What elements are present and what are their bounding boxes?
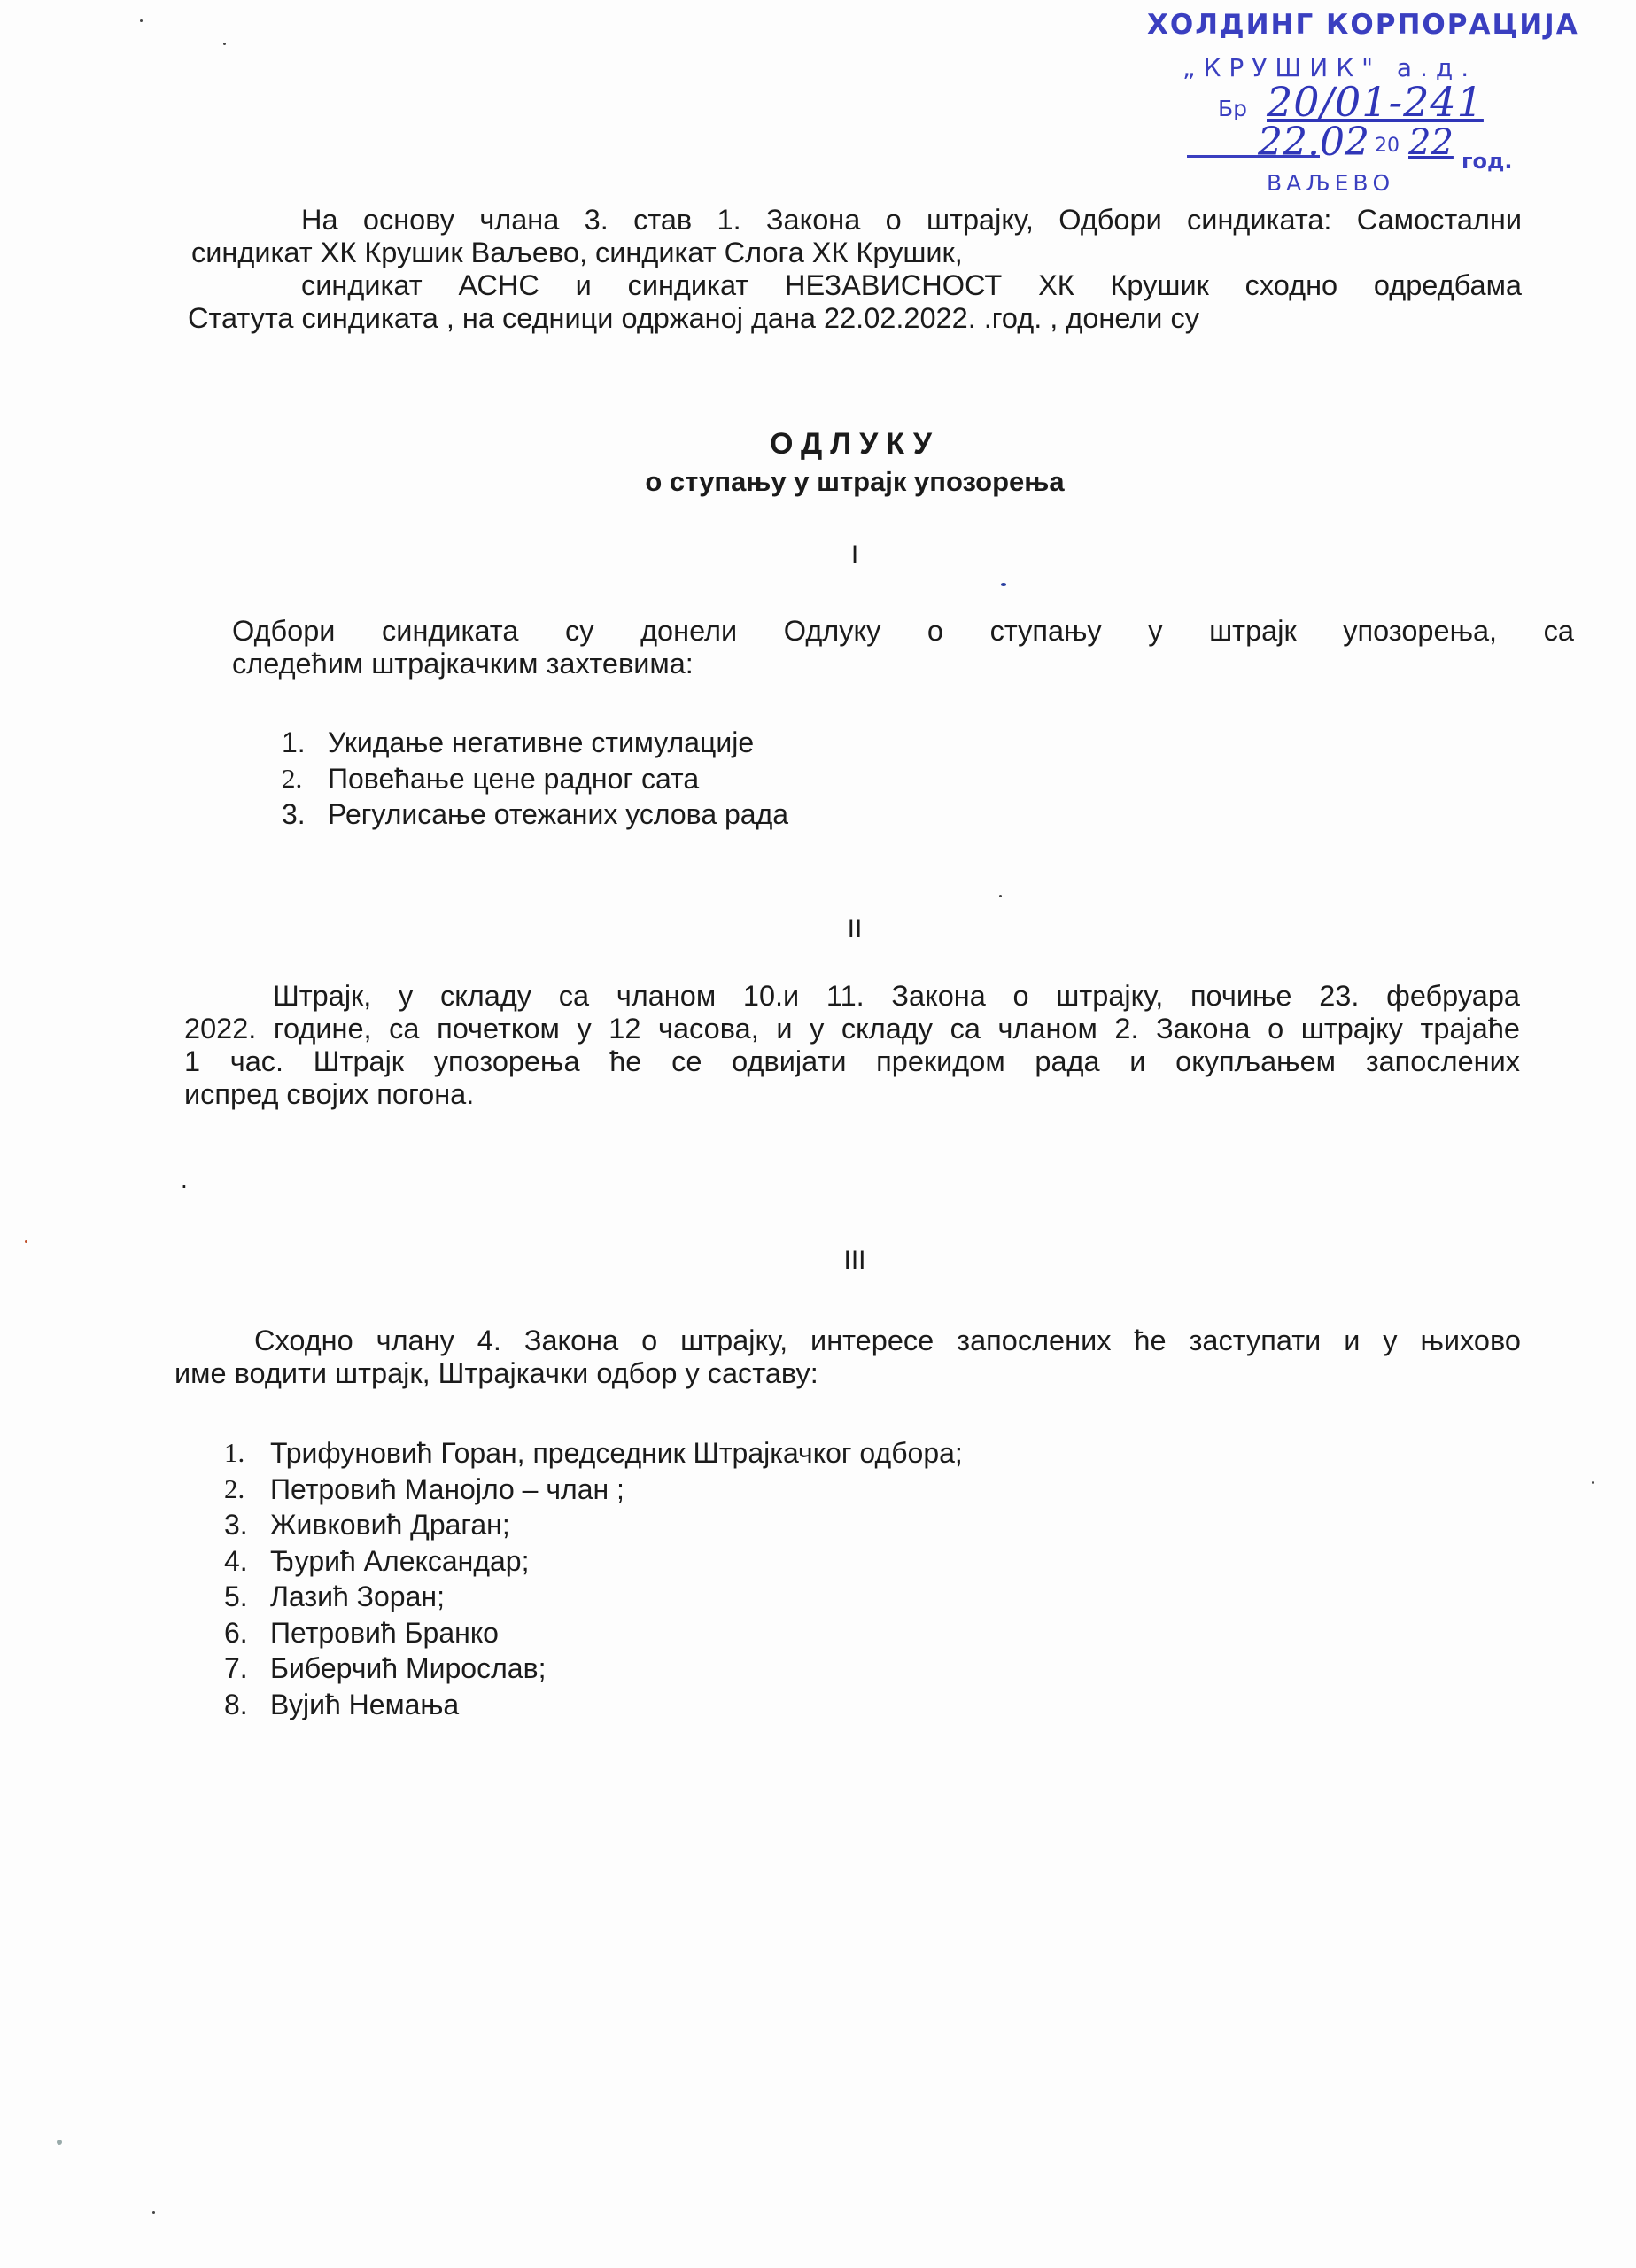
stamp-number-label: Бр — [1218, 96, 1248, 121]
section-3-paragraph — [174, 1324, 1521, 1390]
stamp-city: ВАЉЕВО — [1267, 170, 1395, 196]
stamp-company-short: „КРУШИК" а.д. — [1182, 53, 1477, 82]
list-item — [224, 1507, 963, 1543]
list-item-number: 1. — [224, 1437, 245, 1468]
list-item-number: 3. — [224, 1509, 248, 1541]
list-item — [224, 1651, 963, 1687]
section-number-2: II — [847, 914, 863, 944]
intro-line: Статута синдиката , на седници одржаној дана 22.02.2022. .год. , донели су — [188, 302, 1199, 334]
list-item-number: 5. — [224, 1581, 248, 1612]
scan-speck — [57, 2140, 62, 2145]
scan-speck — [223, 43, 226, 45]
section-number-1: I — [850, 540, 859, 570]
scan-speck — [1001, 583, 1006, 586]
intro-line: На основу члана 3. став 1. Закона о штрајку, Одбори синдиката: Самостални — [301, 204, 1522, 236]
section-3-line: Сходно члану 4. Закона о штрајку, интересе запослених ће заступати и у њихово — [254, 1324, 1521, 1356]
list-item-number: 8. — [224, 1688, 248, 1720]
list-item-number: 1. — [282, 726, 306, 758]
document-title: ОДЛУКУ — [770, 427, 940, 461]
list-item-text: Ђурић Александар; — [270, 1544, 530, 1577]
list-item-text: Биберчић Мирослав; — [270, 1652, 547, 1684]
list-item — [224, 1615, 963, 1651]
list-item — [224, 1435, 963, 1472]
scan-speck — [999, 895, 1002, 897]
section-2-line: испред својих погона. — [184, 1078, 475, 1110]
stamp-year-handwritten: 22 — [1408, 122, 1454, 163]
section-2-line: Штрајк, у складу са чланом 10.и 11. Закона о штрајку, почиње 23. фебруара — [273, 980, 1520, 1012]
list-item-number: 2. — [224, 1472, 245, 1504]
list-item-text: Живковић Драган; — [270, 1509, 510, 1541]
section-3-line: име водити штрајк, Штрајкачки одбор у саставу: — [174, 1357, 818, 1389]
registration-stamp — [1134, 0, 1579, 199]
list-item-number: 4. — [224, 1544, 248, 1577]
stamp-company-name: ХОЛДИНГ КОРПОРАЦИЈА — [1147, 9, 1579, 41]
stamp-year-prefix: 20 — [1375, 135, 1400, 157]
intro-paragraph — [188, 204, 1522, 335]
section-2-paragraph — [184, 980, 1520, 1111]
stamp-number-handwritten: 20/01-241 — [1267, 78, 1484, 126]
list-item-number: 2. — [282, 762, 303, 794]
list-item-text: Петровић Манојло – члан ; — [270, 1472, 624, 1505]
list-item-text: Лазић Зоран; — [270, 1581, 445, 1612]
strike-committee-list — [224, 1435, 963, 1722]
list-item-number: 6. — [224, 1616, 248, 1649]
list-item — [224, 1687, 963, 1723]
section-2-line: 2022. године, са почетком у 12 часова, и у складу са чланом 2. Закона о штрајку трајаће — [184, 1013, 1520, 1045]
intro-line: синдикат АСНС и синдикат НЕЗАВИСНОСТ ХК Крушик сходно одредбама — [301, 269, 1522, 301]
list-item-text: Петровић Бранко — [270, 1616, 499, 1649]
list-item — [224, 1472, 963, 1508]
scan-speck — [1592, 1481, 1594, 1484]
list-item — [224, 1543, 963, 1580]
stray-dot: . — [181, 1166, 188, 1193]
list-item — [224, 1579, 963, 1615]
scan-speck — [152, 2211, 155, 2214]
section-number-3: III — [843, 1246, 866, 1275]
list-item-text: Регулисање отежаних услова рада — [328, 798, 789, 830]
list-item — [282, 725, 788, 761]
demands-list — [282, 725, 788, 833]
list-item — [282, 761, 788, 797]
list-item — [282, 796, 788, 833]
list-item-number: 7. — [224, 1652, 248, 1684]
section-1-line: следећим штрајкачким захтевима: — [232, 648, 694, 680]
stamp-date-handwritten: 22.02 — [1258, 120, 1369, 165]
document-subtitle: о ступању у штрајк упозорења — [645, 466, 1065, 497]
section-1-line: Одбори синдиката су донели Одлуку о ступању у штрајк упозорења, са — [232, 615, 1574, 647]
list-item-text: Трифуновић Горан, председник Штрајкачког одбора; — [270, 1437, 963, 1469]
list-item-text: Укидање негативне стимулације — [328, 726, 755, 758]
list-item-text: Повећање цене радног сата — [328, 762, 700, 795]
list-item-number: 3. — [282, 798, 306, 830]
intro-line: синдикат ХК Крушик Ваљево, синдикат Слога ХК Крушик, — [191, 237, 963, 268]
section-1-paragraph — [232, 615, 1574, 680]
stamp-year-suffix: год. — [1462, 149, 1513, 174]
scan-speck — [140, 19, 143, 22]
list-item-text: Вујић Немања — [270, 1688, 460, 1720]
section-2-line: 1 час. Штрајк упозорења ће се одвијати прекидом рада и окупљањем запослених — [184, 1045, 1520, 1077]
scan-speck — [25, 1240, 27, 1243]
